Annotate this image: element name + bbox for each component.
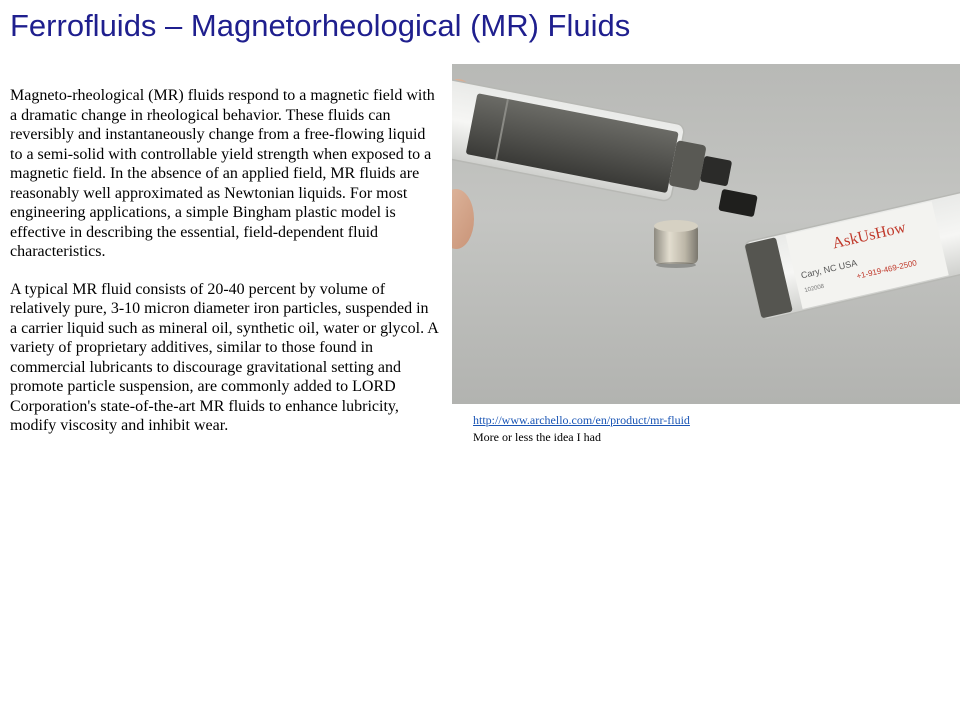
label-phone-text: +1-919-469-2500 <box>855 258 918 281</box>
magnet-illustration <box>654 220 698 268</box>
paragraph-intro: Magneto-rheological (MR) fluids respond to a magnetic field with a dramatic change in rheological behavior. These fluids can reversibly and instantaneously change from a free-flowing liquid to a semi-solid with controllable yield strength when exposed to a magnetic field. In the absence of an applied field, MR fluids are reasonably well approximated as Newtonian liquids. For most engineering applications, a simple Bingham plastic model is effective in describing the essential, field-dependent fluid characteristics. <box>10 87 435 260</box>
label-code-text: 102008 <box>803 283 825 295</box>
source-link[interactable]: http://www.archello.com/en/product/mr-fluid <box>473 413 690 427</box>
slide-title: Ferrofluids – Magnetorheological (MR) Fluids <box>10 8 631 43</box>
label-location-text: Cary, NC USA <box>799 257 859 281</box>
caption-note: More or less the idea I had <box>473 430 601 444</box>
label-brand-text: AskUsHow <box>830 218 908 253</box>
mr-fluid-syringe-photo <box>452 64 960 404</box>
paragraph-composition: A typical MR fluid consists of 20-40 percent by volume of relatively pure, 3-10 micron diameter iron particles, suspended in a carrier liquid such as mineral oil, synthetic oil, water or glycol. A variety of proprietary additives, similar to those found in commercial lubricants to discourage gravitational setting and promote particle suspension, are commonly added to LORD Corporation's state-of-the-art MR fluids to enhance lubricity, modify viscosity and inhibit wear. <box>10 280 438 434</box>
photo-caption <box>473 412 690 446</box>
body-text <box>10 86 438 454</box>
